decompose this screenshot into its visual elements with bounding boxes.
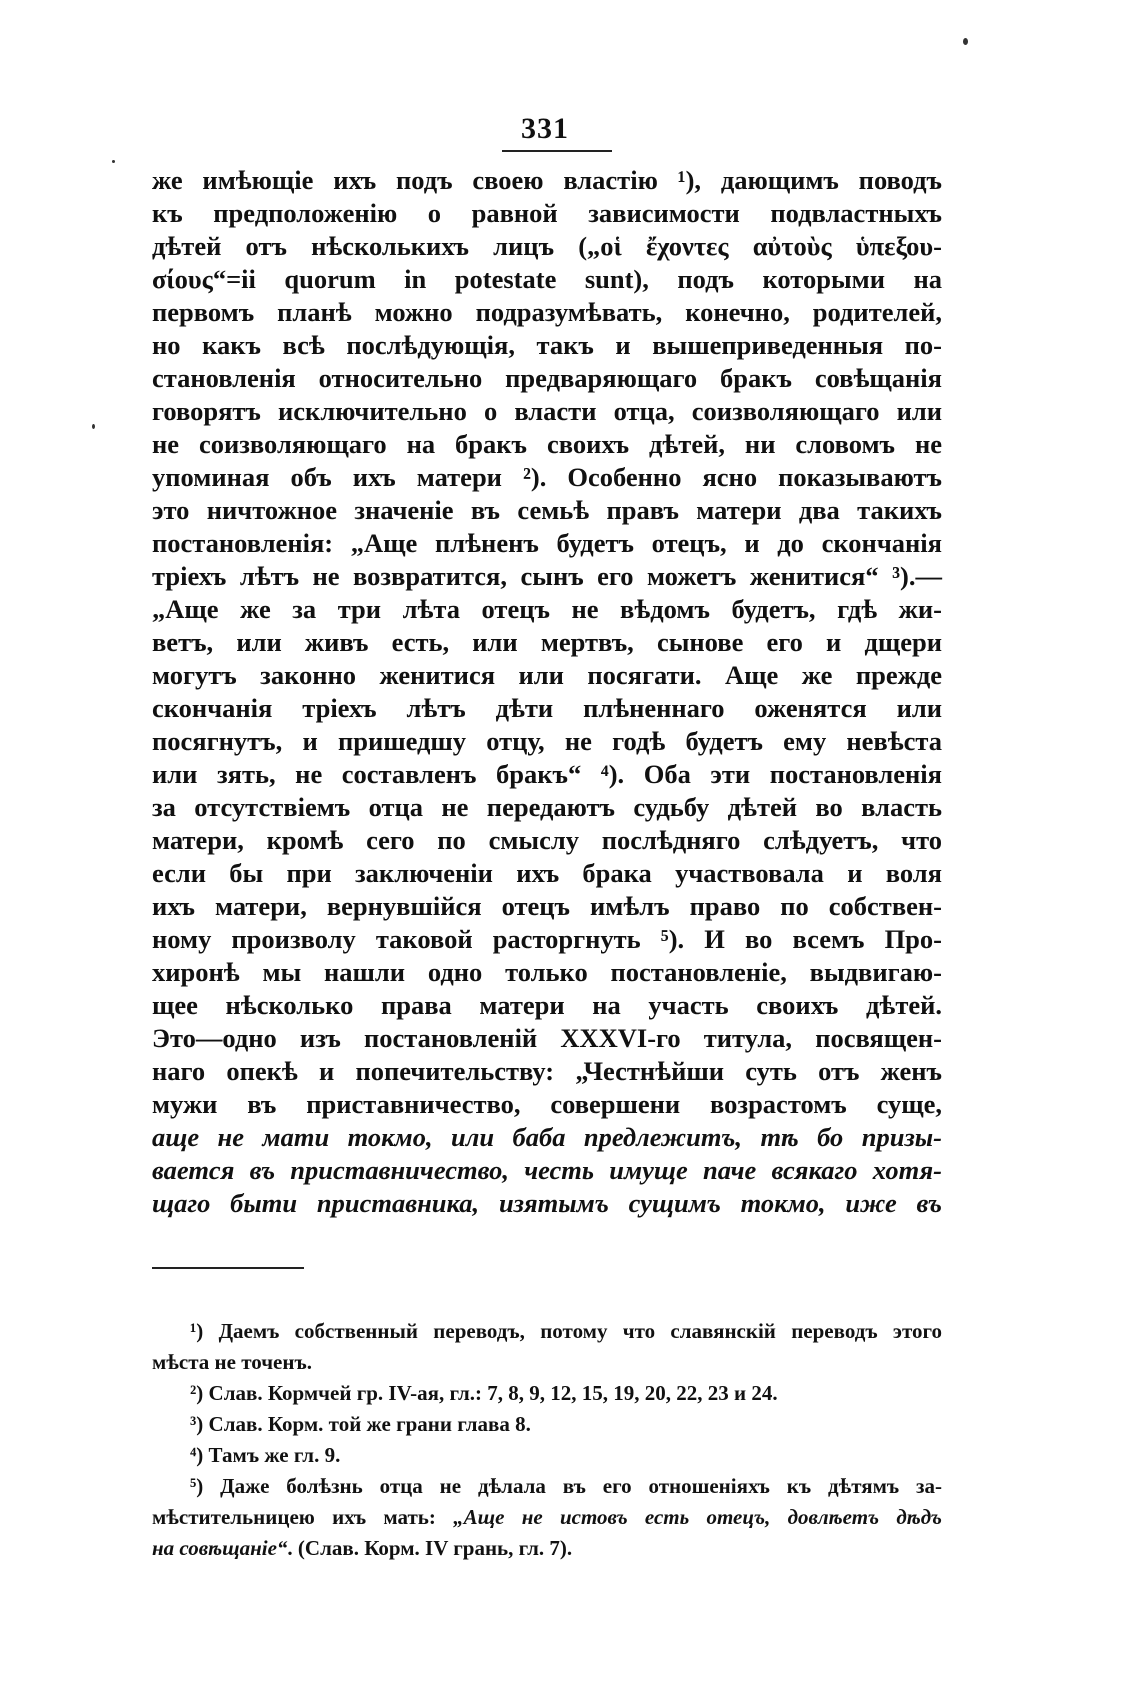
text-line: или зять, не составленъ бракъ“ ⁴). Оба эти постановленія [152, 759, 942, 789]
text-line: щее нѣсколько права матери на участь своихъ дѣтей. [152, 990, 942, 1020]
text-line: но какъ всѣ послѣдующія, такъ и вышеприведенныя по- [152, 330, 942, 360]
text-line: если бы при заключеніи ихъ брака участвовала и воля [152, 858, 942, 888]
text-line: σίους“=ii quorum in potestate sunt), подъ которыми на [152, 264, 942, 294]
text-line: могутъ законно женитися или посягати. Аще же прежде [152, 660, 942, 690]
footnote-5: ⁵) Даже болѣзнь отца не дѣлала въ его отношеніяхъ къ дѣтямъ за- [190, 1474, 942, 1498]
text-line: за отсутствіемъ отца не передаютъ судьбу дѣтей во власть [152, 792, 942, 822]
main-text [152, 164, 942, 1220]
footnote-5-continuation [152, 1533, 942, 1564]
footnote-3: ³) Слав. Корм. той же грани глава 8. [190, 1412, 531, 1436]
italic-text-line: аще не мати токмо, или баба предлежитъ, тѣ бо призы- [152, 1122, 942, 1152]
text-line: дѣтей отъ нѣсколькихъ лицъ („οἱ ἔχοντες αὐτοὺς ὑπεξου- [152, 231, 942, 261]
page-number: 331 [521, 112, 569, 145]
text-line: Это—одно изъ постановленій XXXVI-го титула, посвящен- [152, 1023, 942, 1053]
italic-text-line: щаго быти приставника, изятымъ сущимъ токмо, иже въ [152, 1188, 942, 1218]
text-line: упоминая объ ихъ матери ²). Особенно ясно показываютъ [152, 462, 942, 492]
footnote-separator [152, 1267, 304, 1269]
footnote-1: ¹) Даемъ собственный переводъ, потому что славянскій переводъ этого [190, 1319, 942, 1343]
text-line: не соизволяющаго на бракъ своихъ дѣтей, ни словомъ не [152, 429, 942, 459]
text-line: скончанія тріехъ лѣтъ дѣти плѣненнаго оженятся или [152, 693, 942, 723]
footnote-2: ²) Слав. Кормчей гр. IV-ая, гл.: 7, 8, 9, 12, 15, 19, 20, 22, 23 и 24. [190, 1381, 778, 1405]
footnote-5-quote: на совѣщаніе“ [152, 1536, 288, 1560]
italic-text-line: вается въ приставничество, честь имуще паче всякаго хотя- [152, 1155, 942, 1185]
text-line: къ предположенію о равной зависимости подвластныхъ [152, 198, 942, 228]
text-line: посягнутъ, и пришедшу отцу, не годѣ будетъ ему невѣста [152, 726, 942, 756]
footnote-5-continuation [152, 1502, 942, 1533]
text-line: постановленія: „Аще плѣненъ будетъ отецъ, и до скончанія [152, 528, 942, 558]
page-number-rule [502, 150, 612, 152]
scan-speck [92, 424, 95, 429]
footnote-5-quote: „Аще не истовъ есть отецъ, довлѣетъ дѣдъ [453, 1505, 942, 1529]
footnote-4: ⁴) Тамъ же гл. 9. [190, 1443, 341, 1467]
text-line: хиронѣ мы нашли одно только постановленіе, выдвигаю- [152, 957, 942, 987]
text-line: матери, кромѣ сего по смыслу послѣдняго слѣдуетъ, что [152, 825, 942, 855]
text-line: „Аще же за три лѣта отецъ не вѣдомъ будетъ, гдѣ жи- [152, 594, 942, 624]
text-line: же имѣющіе ихъ подъ своею властію ¹), дающимъ поводъ [152, 165, 942, 195]
text-line: это ничтожное значеніе въ семьѣ правъ матери два такихъ [152, 495, 942, 525]
text-line: мужи въ приставничество, совершени возрастомъ суще, [152, 1089, 942, 1119]
scan-speck [112, 160, 115, 163]
footnotes [152, 1316, 942, 1564]
footnote-1-continuation: мѣста не точенъ. [152, 1350, 312, 1374]
footnote-5-text: мѣстительницею ихъ мать: [152, 1505, 454, 1529]
footnote-5-source: . (Слав. Корм. IV грань, гл. 7). [287, 1536, 573, 1560]
scan-speck [963, 38, 968, 45]
text-line: тріехъ лѣтъ не возвратится, сынъ его можетъ женитися“ ³).— [152, 561, 942, 591]
text-line: ному произволу таковой расторгнуть ⁵). И во всемъ Про- [152, 924, 942, 954]
text-line: наго опекѣ и попечительству: „Честнѣйши суть отъ женъ [152, 1056, 942, 1086]
text-line: ихъ матери, вернувшійся отецъ имѣлъ право по собствен- [152, 891, 942, 921]
text-line: первомъ планѣ можно подразумѣвать, конечно, родителей, [152, 297, 942, 327]
text-line: становленія относительно предваряющаго бракъ совѣщанія [152, 363, 942, 393]
text-line: ветъ, или живъ есть, или мертвъ, сынове его и дщери [152, 627, 942, 657]
text-line: говорятъ исключительно о власти отца, соизволяющаго или [152, 396, 942, 426]
